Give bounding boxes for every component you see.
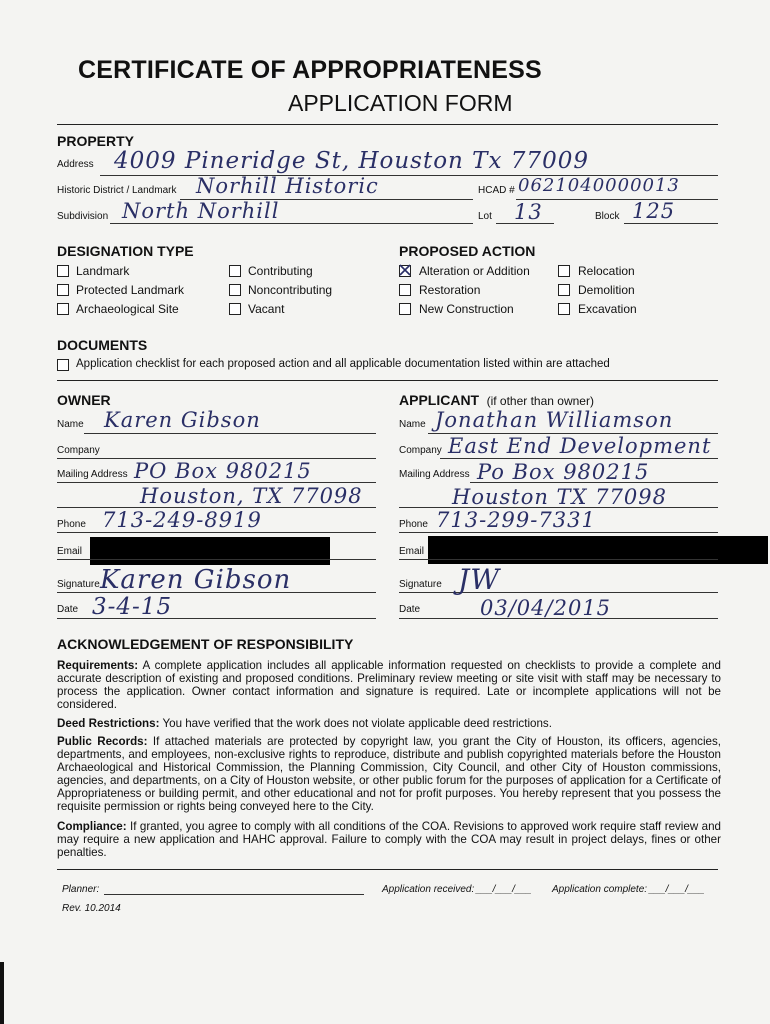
complete-label: Application complete: — [552, 884, 648, 895]
owner-mailing-line2[interactable]: Houston, TX 77098 — [140, 484, 363, 508]
applicant-email-line — [399, 559, 718, 560]
scan-edge-mark — [0, 962, 4, 1024]
block-line — [624, 223, 718, 224]
applicant-name-label: Name — [399, 419, 426, 430]
documents-checklist-label: Application checklist for each proposed action and all applicable documentation listed within are attached — [76, 358, 610, 370]
form-subtitle: APPLICATION FORM — [288, 90, 513, 116]
proposed-option-label: Alteration or Addition — [419, 264, 530, 278]
block-label: Block — [595, 211, 620, 222]
public-text: If attached materials are protected by copyright law, you grant the City of Houston, its officers, agencies, departments, and employees, non-exclusive rights to reproduce, distribute and publish copyrighted materials before the Houston Archaeological and Historical Commission, the Planning Commission, City Council, and other City of Houston commissions, agencies, and departments, on a City of Houston website, or other public forum for the purposes of application for a Certificate of Appropriateness or building permit, and other educational and not for profit purposes. You hereby represent that you possess the requisite permission or rights being conveyed here to the City. — [57, 735, 722, 813]
address-label: Address — [57, 159, 94, 170]
hcad-field[interactable]: 0621040000013 — [518, 175, 680, 196]
designation-option-label: Vacant — [248, 302, 285, 316]
owner-signature-label: Signature — [57, 579, 100, 590]
district-label: Historic District / Landmark — [57, 185, 177, 196]
requirements-paragraph — [57, 659, 721, 711]
address-field[interactable]: 4009 Pineridge St, Houston Tx 77009 — [114, 148, 589, 174]
received-field[interactable]: ___/___/___ — [476, 884, 532, 895]
applicant-company-label: Company — [399, 445, 442, 456]
designation-option-label: Landmark — [76, 264, 130, 278]
designation-heading: DESIGNATION TYPE — [57, 243, 194, 259]
proposed-option-label: Restoration — [419, 283, 481, 297]
compliance-title: Compliance: — [57, 820, 127, 833]
received-label: Application received: — [382, 884, 475, 895]
district-field[interactable]: Norhill Historic — [196, 174, 379, 198]
applicant-company-field[interactable]: East End Development — [448, 434, 712, 458]
public-records-paragraph — [57, 735, 721, 813]
applicant-signature-label: Signature — [399, 579, 442, 590]
proposed-option-label: Relocation — [578, 264, 635, 278]
lot-field[interactable]: 13 — [514, 200, 543, 224]
owner-name-label: Name — [57, 419, 84, 430]
owner-heading: OWNER — [57, 392, 111, 408]
lot-label: Lot — [478, 211, 492, 222]
requirements-text: A complete application includes all applicable information requested on checklists to provide a complete and accurate description of existing and proposed conditions. Preliminary review meeting or site visit with staff may be necessary to process the application. Owner contact information and signature is required. Late or incomplete applications will not be considered. — [57, 659, 721, 711]
planner-label: Planner: — [62, 884, 100, 895]
documents-rule — [57, 380, 718, 381]
owner-name-line — [84, 433, 376, 434]
owner-email-line — [57, 559, 376, 560]
proposed-option-label: New Construction — [419, 302, 514, 316]
requirements-title: Requirements: — [57, 659, 139, 672]
applicant-heading-note: (if other than owner) — [486, 394, 594, 408]
applicant-phone-field[interactable]: 713-299-7331 — [436, 508, 596, 532]
designation-option-label: Noncontributing — [248, 283, 333, 297]
complete-field[interactable]: ___/___/___ — [649, 884, 705, 895]
proposed-option-label: Demolition — [578, 283, 635, 297]
applicant-email-label: Email — [399, 546, 425, 557]
owner-signature-field[interactable]: Karen Gibson — [100, 565, 292, 595]
owner-mailing-label: Mailing Address — [57, 469, 128, 480]
property-heading: PROPERTY — [57, 133, 135, 149]
acknowledgement-heading: ACKNOWLEDGEMENT OF RESPONSIBILITY — [57, 636, 354, 652]
deed-title: Deed Restrictions: — [57, 717, 160, 730]
hcad-line — [516, 199, 718, 200]
proposed-heading: PROPOSED ACTION — [399, 243, 536, 259]
owner-phone-label: Phone — [57, 519, 86, 530]
footer-rule — [57, 869, 718, 870]
applicant-heading: APPLICANT — [399, 392, 480, 408]
subdivision-line — [110, 223, 473, 224]
applicant-mailing-line2[interactable]: Houston TX 77098 — [452, 485, 667, 509]
planner-line — [104, 894, 364, 895]
documents-heading: DOCUMENTS — [57, 337, 148, 353]
designation-option-label: Archaeological Site — [76, 302, 179, 316]
applicant-date-label: Date — [399, 604, 421, 615]
designation-option-label: Protected Landmark — [76, 283, 185, 297]
subdivision-field[interactable]: North Norhill — [122, 199, 280, 223]
owner-company-label: Company — [57, 445, 100, 456]
applicant-name-field[interactable]: Jonathan Williamson — [435, 408, 674, 432]
owner-phone-field[interactable]: 713-249-8919 — [102, 508, 262, 532]
applicant-company-line — [440, 458, 718, 459]
deed-paragraph — [57, 717, 721, 730]
applicant-signature-line — [399, 592, 718, 593]
compliance-paragraph — [57, 820, 721, 859]
applicant-mailing-label: Mailing Address — [399, 469, 470, 480]
form-title: CERTIFICATE OF APPROPRIATENESS — [78, 56, 542, 84]
block-field[interactable]: 125 — [632, 199, 676, 223]
check-mark-icon — [398, 263, 412, 277]
owner-date-label: Date — [57, 604, 79, 615]
revision-label: Rev. 10.2014 — [62, 903, 121, 914]
owner-name-field[interactable]: Karen Gibson — [104, 408, 261, 432]
hcad-label: HCAD # — [478, 185, 515, 196]
designation-option-label: Contributing — [248, 264, 313, 278]
public-title: Public Records: — [57, 735, 148, 748]
applicant-phone-line — [399, 532, 718, 533]
owner-email-redaction — [90, 537, 330, 565]
applicant-mailing-line1[interactable]: Po Box 980215 — [477, 460, 650, 484]
deed-text: You have verified that the work does not violate applicable deed restrictions. — [159, 717, 552, 730]
header-rule — [57, 124, 718, 125]
applicant-signature-field[interactable]: JW — [458, 563, 501, 596]
subdivision-label: Subdivision — [57, 211, 109, 222]
owner-mailing-line1[interactable]: PO Box 980215 — [134, 459, 312, 483]
compliance-text: If granted, you agree to comply with all conditions of the COA. Revisions to approved work require staff review and may require a new application and HAHC approval. Failure to comply with the COA may result in project delays, fines or other penalties. — [57, 820, 721, 859]
applicant-date-field[interactable]: 03/04/2015 — [480, 596, 612, 620]
owner-email-label: Email — [57, 546, 83, 557]
owner-date-field[interactable]: 3-4-15 — [92, 594, 173, 620]
owner-phone-line — [57, 532, 376, 533]
proposed-option-label: Excavation — [578, 302, 637, 316]
applicant-phone-label: Phone — [399, 519, 428, 530]
